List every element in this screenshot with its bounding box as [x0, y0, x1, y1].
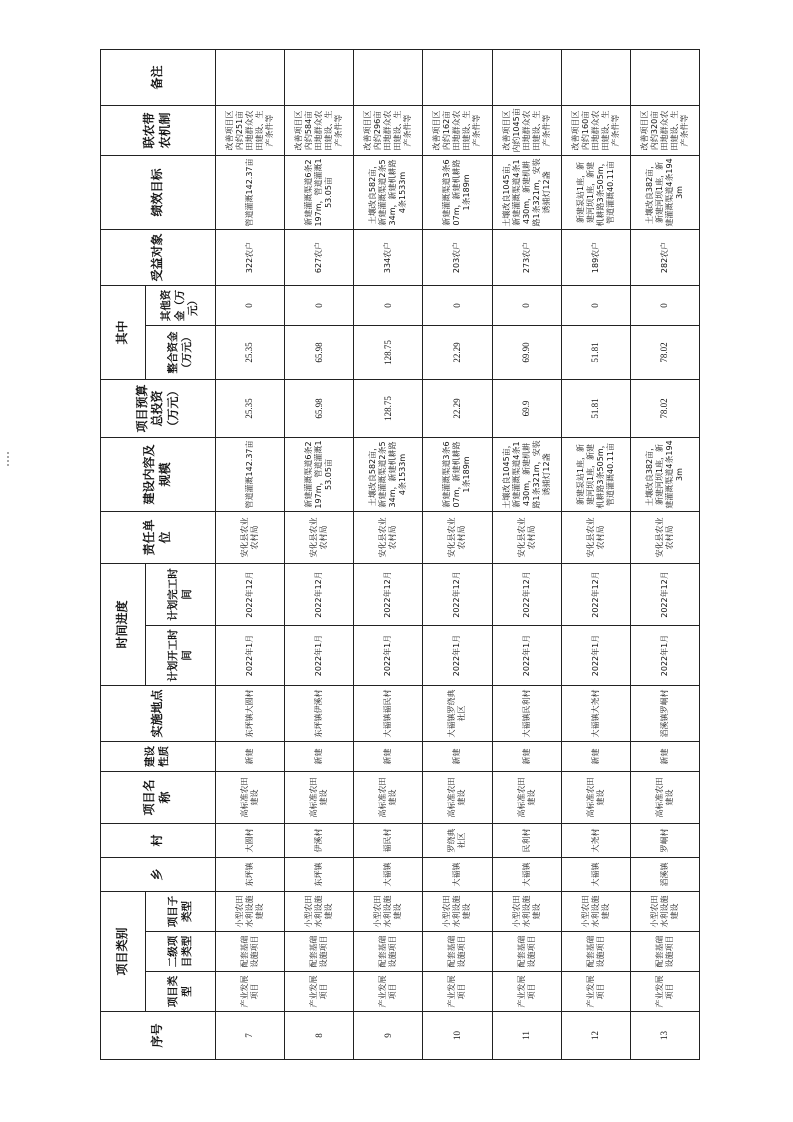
cell-mechanism: 改善项目区内约320亩田地群众农田建设、生产条件等 [630, 105, 699, 155]
cell-name: 高标准农田建设 [630, 772, 699, 824]
header-responsible: 责任单位 [101, 511, 216, 563]
cell-nature: 新建 [354, 742, 423, 772]
cell-level1: 配套基础设施项目 [561, 932, 630, 972]
cell-name: 高标准农田建设 [492, 772, 561, 824]
cell-mechanism: 改善项目区内约251亩田地群众农田建设、生产条件等 [216, 105, 285, 155]
cell-mechanism: 改善项目区内约162亩田地群众农田建设、生产条件等 [423, 105, 492, 155]
table-body [216, 49, 700, 1059]
cell-remarks [216, 49, 285, 105]
header-location: 实施地点 [101, 686, 216, 742]
cell-end: 2022年12月 [285, 563, 354, 625]
cell-sub: 小型农田水利设施建设 [216, 892, 285, 932]
cell-budget: 78.02 [630, 379, 699, 437]
cell-level1: 配套基础设施项目 [492, 932, 561, 972]
cell-township: 大福镇 [354, 858, 423, 892]
cell-end: 2022年12月 [561, 563, 630, 625]
cell-seq: 11 [492, 1012, 561, 1060]
project-table [100, 49, 700, 1060]
cell-name: 高标准农田建设 [216, 772, 285, 824]
header-project-category: 项目类别 [101, 892, 146, 1012]
cell-sub: 小型农田水利设施建设 [561, 892, 630, 932]
cell-budget: 25.35 [216, 379, 285, 437]
cell-content: 新建灌溉渠道3条607m，新建机耕路1条189m [423, 437, 492, 511]
cell-village: 伊溪村 [285, 824, 354, 858]
cell-level1: 配套基础设施项目 [216, 932, 285, 972]
cell-seq: 8 [285, 1012, 354, 1060]
cell-performance: 新建灌溉渠道3条607m，新建机耕路1条189m [423, 155, 492, 229]
table-row [285, 49, 354, 1059]
cell-type: 产业发展项目 [492, 972, 561, 1012]
cell-beneficiaries: 203农户 [423, 229, 492, 285]
cell-budget: 69.9 [492, 379, 561, 437]
header-village: 村 [101, 824, 216, 858]
cell-seq: 10 [423, 1012, 492, 1060]
cell-start: 2022年1月 [216, 626, 285, 686]
cell-township: 大福镇 [423, 858, 492, 892]
cell-content: 土壤改良582亩，新建灌溉渠道2条534m，新建机耕路4条1533m [354, 437, 423, 511]
cell-other: 0 [561, 285, 630, 325]
cell-unit: 安化县农业农村局 [285, 511, 354, 563]
cell-start: 2022年1月 [630, 626, 699, 686]
cell-sub: 小型农田水利设施建设 [630, 892, 699, 932]
header-of-which: 其中 [101, 285, 146, 379]
cell-content: 管道灌溉142.37亩 [216, 437, 285, 511]
cell-end: 2022年12月 [354, 563, 423, 625]
scan-mark [7, 456, 9, 458]
cell-name: 高标准农田建设 [561, 772, 630, 824]
cell-village: 罗峒村 [630, 824, 699, 858]
cell-name: 高标准农田建设 [285, 772, 354, 824]
cell-end: 2022年12月 [630, 563, 699, 625]
header-mechanism: 联农带农机制 [101, 105, 216, 155]
cell-unit: 安化县农业农村局 [561, 511, 630, 563]
cell-integrated: 25.35 [216, 325, 285, 379]
cell-nature: 新建 [561, 742, 630, 772]
cell-beneficiaries: 334农户 [354, 229, 423, 285]
header-other: 其他资金（万元） [146, 285, 216, 325]
table-row [216, 49, 285, 1059]
cell-seq: 13 [630, 1012, 699, 1060]
cell-sub: 小型农田水利设施建设 [354, 892, 423, 932]
cell-performance: 管道灌溉142.37亩 [216, 155, 285, 229]
cell-performance: 土壤改良582亩，新建灌溉渠道2条534m，新建机耕路4条1533m [354, 155, 423, 229]
header-remarks: 备注 [101, 49, 216, 105]
cell-name: 高标准农田建设 [354, 772, 423, 824]
cell-beneficiaries: 273农户 [492, 229, 561, 285]
cell-sub: 小型农田水利设施建设 [423, 892, 492, 932]
cell-village: 福民村 [354, 824, 423, 858]
cell-remarks [561, 49, 630, 105]
cell-township: 大福镇 [561, 858, 630, 892]
cell-budget: 128.75 [354, 379, 423, 437]
cell-type: 产业发展项目 [561, 972, 630, 1012]
header-beneficiaries: 受益对象 [101, 229, 216, 285]
cell-integrated: 128.75 [354, 325, 423, 379]
cell-level1: 配套基础设施项目 [285, 932, 354, 972]
cell-end: 2022年12月 [492, 563, 561, 625]
table-row [561, 49, 630, 1059]
cell-seq: 9 [354, 1012, 423, 1060]
header-sub-type: 项目子类型 [146, 892, 216, 932]
cell-other: 0 [216, 285, 285, 325]
header-township: 乡 [101, 858, 216, 892]
table-row [630, 49, 699, 1059]
cell-remarks [492, 49, 561, 105]
scan-mark [7, 452, 9, 454]
cell-type: 产业发展项目 [285, 972, 354, 1012]
cell-content: 土壤改良1045亩，新建灌溉渠道4条1430m，新建机耕路1条321m，安装诱捕灯12盏 [492, 437, 561, 511]
cell-start: 2022年1月 [492, 626, 561, 686]
cell-location: 东坪镇大圆村 [216, 686, 285, 742]
cell-unit: 安化县农业农村局 [630, 511, 699, 563]
cell-integrated: 22.29 [423, 325, 492, 379]
cell-budget: 65.98 [285, 379, 354, 437]
cell-sub: 小型农田水利设施建设 [285, 892, 354, 932]
cell-location: 大福镇大尧村 [561, 686, 630, 742]
cell-remarks [630, 49, 699, 105]
cell-unit: 安化县农业农村局 [216, 511, 285, 563]
cell-mechanism: 改善项目区内约584亩田地群众农田建设、生产条件等 [285, 105, 354, 155]
header-content: 建设内容及规模 [101, 437, 216, 511]
cell-type: 产业发展项目 [216, 972, 285, 1012]
cell-beneficiaries: 627农户 [285, 229, 354, 285]
cell-remarks [354, 49, 423, 105]
cell-start: 2022年1月 [354, 626, 423, 686]
cell-mechanism: 改善项目区内约296亩田地群众农田建设、生产条件等 [354, 105, 423, 155]
cell-beneficiaries: 282农户 [630, 229, 699, 285]
header-seq: 序号 [101, 1012, 216, 1060]
cell-other: 0 [492, 285, 561, 325]
cell-seq: 7 [216, 1012, 285, 1060]
cell-remarks [423, 49, 492, 105]
cell-start: 2022年1月 [285, 626, 354, 686]
cell-performance: 土壤改良1045亩，新建灌溉渠道4条1430m，新建机耕路1条321m，安装诱捕灯12盏 [492, 155, 561, 229]
header-end: 计划完工时间 [146, 563, 216, 625]
header-schedule: 时间进度 [101, 563, 146, 685]
cell-village: 罗绕典社区 [423, 824, 492, 858]
header-project-type: 项目类型 [146, 972, 216, 1012]
cell-remarks [285, 49, 354, 105]
header-project-name: 项目名称 [101, 772, 216, 824]
cell-other: 0 [354, 285, 423, 325]
cell-township: 大福镇 [492, 858, 561, 892]
cell-integrated: 51.81 [561, 325, 630, 379]
scan-mark [7, 464, 9, 466]
cell-content: 新建泵站1座，新建河坝1座，新建机耕路3条505m，管道灌溉40.11亩 [561, 437, 630, 511]
cell-type: 产业发展项目 [630, 972, 699, 1012]
cell-start: 2022年1月 [561, 626, 630, 686]
cell-type: 产业发展项目 [423, 972, 492, 1012]
cell-performance: 新建灌溉渠道6条2197m，管道灌溉153.05亩 [285, 155, 354, 229]
header-row-1 [101, 49, 146, 1059]
cell-location: 大福镇民利村 [492, 686, 561, 742]
cell-township: 东坪镇 [216, 858, 285, 892]
cell-integrated: 78.02 [630, 325, 699, 379]
cell-village: 大圆村 [216, 824, 285, 858]
cell-location: 大福镇福民村 [354, 686, 423, 742]
cell-performance: 新建泵站1座，新建河坝1座，新建机耕路3条505m，管道灌溉40.11亩 [561, 155, 630, 229]
header-level1-type: 二级项目类型 [146, 932, 216, 972]
cell-type: 产业发展项目 [354, 972, 423, 1012]
header-performance: 绩效目标 [101, 155, 216, 229]
cell-village: 民利村 [492, 824, 561, 858]
cell-content: 新建灌溉渠道6条2197m，管道灌溉153.05亩 [285, 437, 354, 511]
cell-budget: 22.29 [423, 379, 492, 437]
cell-start: 2022年1月 [423, 626, 492, 686]
table-row [492, 49, 561, 1059]
cell-level1: 配套基础设施项目 [354, 932, 423, 972]
cell-level1: 配套基础设施项目 [630, 932, 699, 972]
cell-performance: 土壤改良382亩，新建河坝1座，新建灌溉渠道4条1943m [630, 155, 699, 229]
cell-beneficiaries: 322农户 [216, 229, 285, 285]
cell-mechanism: 改善项目区内约160亩田地群众农田建设、生产条件等 [561, 105, 630, 155]
cell-location: 大福镇罗绕典社区 [423, 686, 492, 742]
cell-township: 东坪镇 [285, 858, 354, 892]
cell-nature: 新建 [285, 742, 354, 772]
cell-beneficiaries: 189农户 [561, 229, 630, 285]
cell-seq: 12 [561, 1012, 630, 1060]
cell-end: 2022年12月 [216, 563, 285, 625]
header-budget: 项目预算总投资（万元） [101, 379, 216, 437]
cell-other: 0 [630, 285, 699, 325]
cell-other: 0 [423, 285, 492, 325]
header-start: 计划开工时间 [146, 626, 216, 686]
cell-integrated: 65.98 [285, 325, 354, 379]
cell-township: 滔溪镇 [630, 858, 699, 892]
cell-name: 高标准农田建设 [423, 772, 492, 824]
cell-integrated: 69.90 [492, 325, 561, 379]
cell-content: 土壤改良382亩，新建河坝1座，新建灌溉渠道4条1943m [630, 437, 699, 511]
cell-unit: 安化县农业农村局 [492, 511, 561, 563]
cell-budget: 51.81 [561, 379, 630, 437]
cell-location: 东坪镇伊溪村 [285, 686, 354, 742]
rotated-table-wrapper [100, 50, 700, 1060]
cell-nature: 新建 [423, 742, 492, 772]
cell-other: 0 [285, 285, 354, 325]
cell-end: 2022年12月 [423, 563, 492, 625]
cell-nature: 新建 [492, 742, 561, 772]
cell-nature: 新建 [630, 742, 699, 772]
cell-nature: 新建 [216, 742, 285, 772]
table-row [354, 49, 423, 1059]
table-row [423, 49, 492, 1059]
cell-location: 滔溪镇罗峒村 [630, 686, 699, 742]
cell-sub: 小型农田水利设施建设 [492, 892, 561, 932]
cell-mechanism: 改善项目区内约1045亩田地群众农田建设、生产条件等 [492, 105, 561, 155]
scan-mark [7, 460, 9, 462]
header-integrated: 整合资金（万元） [146, 325, 216, 379]
cell-unit: 安化县农业农村局 [423, 511, 492, 563]
cell-village: 大尧村 [561, 824, 630, 858]
header-construction-nature: 建设性质 [101, 742, 216, 772]
cell-unit: 安化县农业农村局 [354, 511, 423, 563]
cell-level1: 配套基础设施项目 [423, 932, 492, 972]
